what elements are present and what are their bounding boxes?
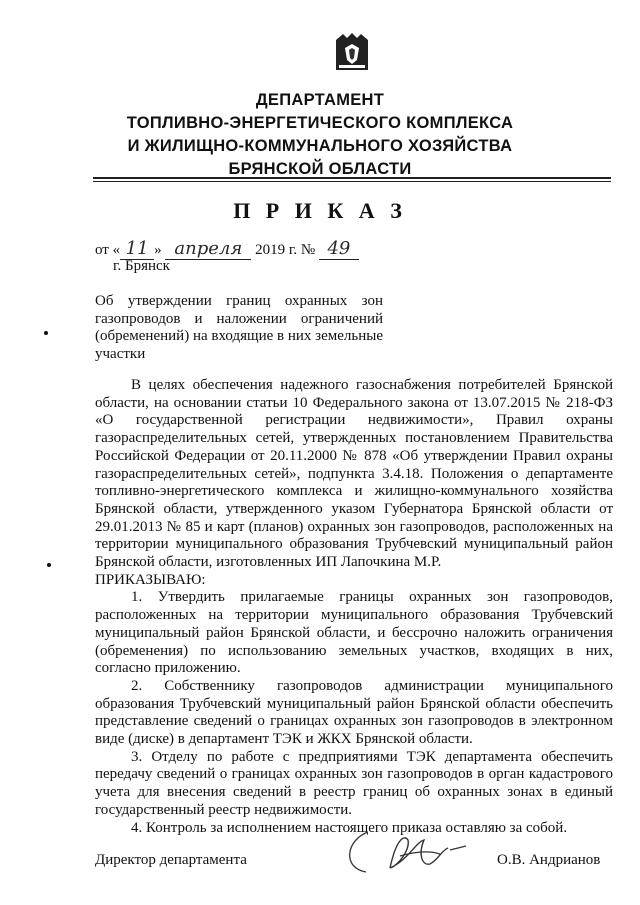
order-item-3: 3. Отделу по работе с предприятиями ТЭК департамента обеспечить передачу сведений о границах охранных зон газопроводов в орган кадастрового учета для внесения сведений в реестр границ об охранных зонах в единый государственный реестр недвижимости. <box>95 748 613 818</box>
city: г. Брянск <box>113 258 170 274</box>
order-subject: Об утверждении границ охранных зон газопроводов и наложении ограничений (обременений) на входящие в них земельные участки <box>95 293 383 363</box>
header-divider-thin <box>93 181 611 182</box>
header-line-2: ТОПЛИВНО-ЭНЕРГЕТИЧЕСКОГО КОМПЛЕКСА <box>126 114 514 132</box>
date-prefix: от « <box>95 242 121 258</box>
header-line-4: БРЯНСКОЙ ОБЛАСТИ <box>228 160 412 178</box>
margin-mark <box>47 563 51 567</box>
date-line <box>95 238 359 260</box>
number-label: № <box>300 242 316 258</box>
order-number: 49 <box>319 238 359 260</box>
coat-of-arms-icon <box>333 32 371 74</box>
margin-mark <box>44 331 48 335</box>
signer-name: О.В. Андрианов <box>497 852 601 868</box>
date-month: апреля <box>165 238 251 260</box>
date-year: 2019 г. <box>255 242 298 258</box>
document-title: П Р И К А З <box>233 198 407 223</box>
header-line-1: ДЕПАРТАМЕНТ <box>255 91 385 109</box>
order-item-1: 1. Утвердить прилагаемые границы охранных зон газопроводов, расположенных на территории муниципального образования Трубчевский муниципальный район Брянской области, и бессрочно наложить ограничения (обременения) по использованию земельных участков, входящих в них, согласно приложению. <box>95 589 613 677</box>
order-body <box>95 377 613 837</box>
header-divider-thick <box>93 177 611 179</box>
preamble: В целях обеспечения надежного газоснабжения потребителей Брянской области, на основании статьи 10 Федерального закона от 13.07.2015 № 218-ФЗ «О государственной регистрации недвижимости», Правил охраны газораспределительных сетей, утвержденных постановлением Правительства Российской Федерации от 20.11.2000 № 878 «Об утверждении Правил охраны газораспределительных сетей», подпункта 3.4.18. Положения о департаменте топливно-энергетического комплекса и жилищно-коммунального хозяйства Брянской области, утвержденного указом Губернатора Брянской области от 29.01.2013 № 85 и карт (планов) охранных зон газопроводов, расположенных на территории муниципального образования Трубчевский муниципальный район Брянской области, изготовленных ИП Лапочкина М.Р. <box>95 377 613 571</box>
order-item-2: 2. Собственнику газопроводов администрации муниципального образования Трубчевский муниципальный район Брянской области обеспечить представление сведений о границах охранных зон газопроводов в электронном виде (диске) в департамент ТЭК и ЖКХ Брянской области. <box>95 677 613 748</box>
header-line-3: И ЖИЛИЩНО-КОММУНАЛЬНОГО ХОЗЯЙСТВА <box>127 137 513 155</box>
date-day: 11 <box>120 238 154 260</box>
date-mid: » <box>154 242 162 258</box>
handwritten-signature <box>338 820 478 880</box>
order-word: ПРИКАЗЫВАЮ: <box>95 571 206 588</box>
order-item-4: 4. Контроль за исполнением настоящего приказа оставляю за собой. <box>131 819 568 836</box>
signer-position: Директор департамента <box>95 852 247 868</box>
